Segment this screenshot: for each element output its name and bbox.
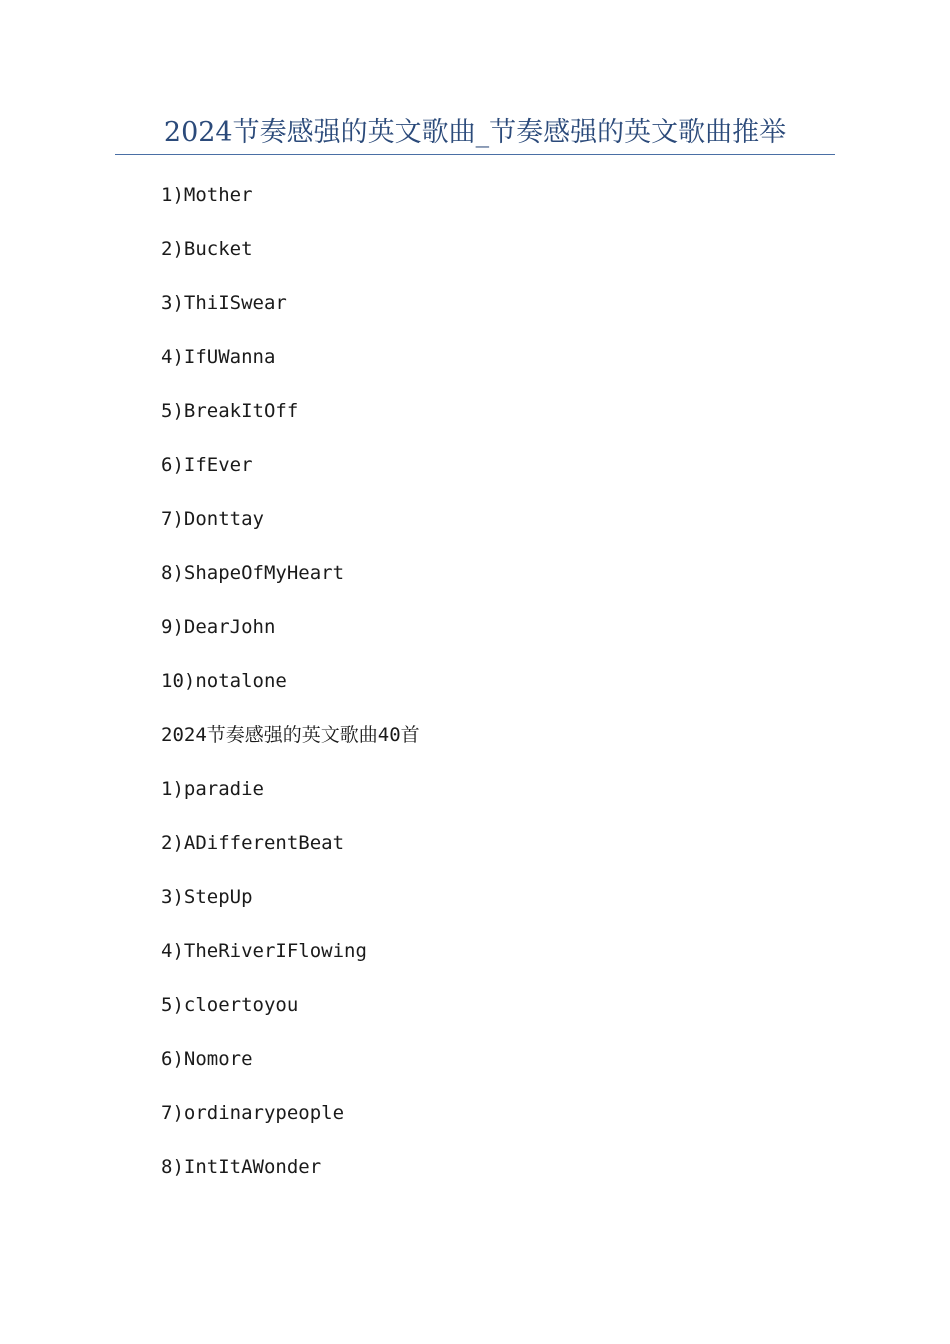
list-item: 5)BreakItOff xyxy=(161,400,299,422)
list-item: 1)paradie xyxy=(161,778,264,800)
list-item: 7)ordinarypeople xyxy=(161,1102,345,1124)
list-item: 8)ShapeOfMyHeart xyxy=(161,562,345,584)
list-item: 10)notalone xyxy=(161,670,287,692)
list-item: 5)cloertoyou xyxy=(161,994,299,1016)
song-list xyxy=(161,180,420,1206)
document-title: 2024节奏感强的英文歌曲_节奏感强的英文歌曲推举 xyxy=(163,117,787,148)
list-item: 2)ADifferentBeat xyxy=(161,832,345,854)
list-item: 4)TheRiverIFlowing xyxy=(161,940,367,962)
list-item: 2)Bucket xyxy=(161,238,253,260)
list-item: 7)Donttay xyxy=(161,508,264,530)
list-item: 6)Nomore xyxy=(161,1048,253,1070)
title-underline xyxy=(115,154,835,155)
list-item: 4)IfUWanna xyxy=(161,346,276,368)
list-item: 6)IfEver xyxy=(161,454,253,476)
section-heading: 2024节奏感强的英文歌曲40首 xyxy=(161,724,420,746)
list-item: 3)StepUp xyxy=(161,886,253,908)
list-item: 3)ThiISwear xyxy=(161,292,287,314)
list-item: 9)DearJohn xyxy=(161,616,276,638)
list-item: 1)Mother xyxy=(161,184,253,206)
list-item: 8)IntItAWonder xyxy=(161,1156,322,1178)
